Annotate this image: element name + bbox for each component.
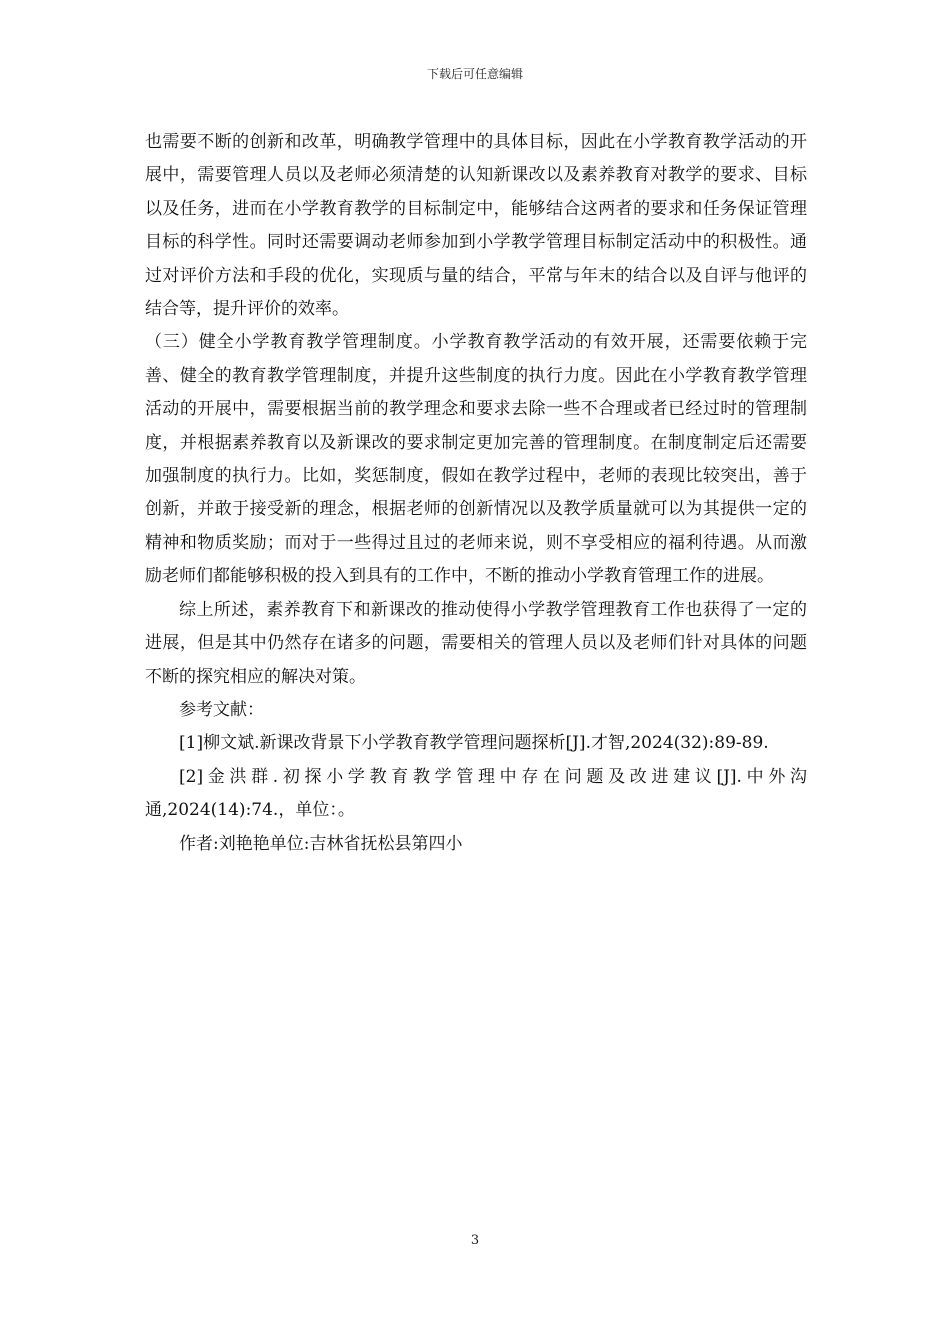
body-paragraph-1: 也需要不断的创新和改革，明确教学管理中的具体目标，因此在小学教育教学活动的开展中，需要管理人员以及老师必须清楚的认知新课改以及素养教育对教学的要求、目标以及任务，进而在小学教育教学的目标制定中，能够结合这两者的要求和任务保证管理目标的科学性。同时还需要调动老师参加到小学教学管理目标制定活动中的积极性。通过对评价方法和手段的优化，实现质与量的结合，平常与年末的结合以及自评与他评的结合等，提升评价的效率。 [145,132,807,320]
author-line: 作者:刘艳艳单位:吉林省抚松县第四小 [179,833,463,854]
document-body [145,126,807,861]
page-number: 3 [470,1233,480,1248]
reference-2: [2]金洪群.初探小学教育教学管理中存在问题及改进建议[J].中外沟通,2024(14):74.，单位：。 [145,766,807,821]
references-title: 参考文献： [179,699,264,720]
reference-1: [1]柳文斌.新课改背景下小学教育教学管理问题探析[J].才智,2024(32):89-89. [179,733,769,754]
body-paragraph-3: 综上所述，素养教育下和新课改的推动使得小学教学管理教育工作也获得了一定的进展，但是其中仍然存在诸多的问题，需要相关的管理人员以及老师们针对具体的问题不断的探究相应的解决对策。 [145,599,807,687]
page-header: 下载后可任意编辑 [426,67,523,81]
body-paragraph-2: （三）健全小学教育教学管理制度。小学教育教学活动的有效开展，还需要依赖于完善、健全的教育教学管理制度，并提升这些制度的执行力度。因此在小学教育教学管理活动的开展中，需要根据当前的教学理念和要求去除一些不合理或者已经过时的管理制度，并根据素养教育以及新课改的要求制定更加完善的管理制度。在制度制定后还需要加强制度的执行力。比如，奖惩制度，假如在教学过程中，老师的表现比较突出，善于创新，并敢于接受新的理念，根据老师的创新情况以及教学质量就可以为其提供一定的精神和物质奖励；而对于一些得过且过的老师来说，则不享受相应的福利待遇。从而激励老师们都能够积极的投入到具有的工作中，不断的推动小学教育管理工作的进展。 [145,332,807,587]
